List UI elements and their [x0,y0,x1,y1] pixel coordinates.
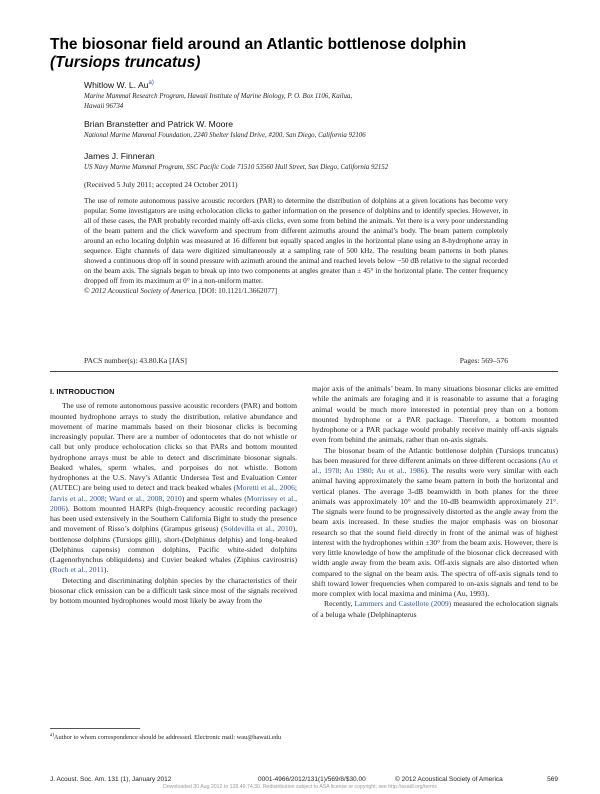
author-2: Brian Branstetter and Patrick W. Moore [84,119,234,129]
doi-link[interactable]: [DOI: 10.1121/1.3662077] [198,286,278,296]
journal-citation: J. Acoust. Soc. Am. 131 (1), January 2012 [50,776,172,783]
citation-link[interactable]: Moretti et al., 2006 [236,483,295,493]
citation-link[interactable]: Au et al., 1978 [312,455,558,475]
paper-title-species: (Tursiops truncatus) [50,54,201,71]
citation-link[interactable]: Au et al., 1986 [376,466,425,475]
citation-link[interactable]: Morrissey et al., 2006 [50,493,297,513]
paragraph: Detecting and discriminating dolphin species by the characteristics of their biosonar click emission can be a difficult task since most of the signals received by bottom mounted hydrophones would most likely be away from the [50,575,297,605]
citation-link[interactable]: Roch et al., 2011 [52,565,104,575]
citation-link[interactable]: Jarvis et al., 2008 [50,493,105,503]
footnote-divider [50,728,140,729]
paragraph: The biosonar beam of the Atlantic bottlenose dolphin (Tursiops truncatus) has been measured for three different animals on three different occasions (Au et al., 1978; Au 1980; Au et al., 1986). The results were very similar with each animal having approximately the same beam pattern in both the horizontal and vertical planes. The average 3-dB beamwidth in both planes for the three animals was approximately 10° and the 10-dB beamwidth approximately 21°. The signals were found to be progressively distorted as the angle away from the beam axis increased. In these studies the major emphasis was on biosonar research so that the sound field directly in front of the animal was of highest interest with the hydrophones within ±30° from the beam axis. However, there is very little knowledge of how the amplitude of the biosonar click decreased with width angle away from the beam axis. Off-axis signals are also distorted when compared to the signal on the beam axis. The spectra of off-axis signals tend to shift toward lower frequencies when compared to on-axis signals and tend to be more complex with local maxima and minima (Au, 1993). [312,445,559,598]
section-divider [50,371,558,372]
society-copyright: © 2012 Acoustical Society of America [395,776,503,783]
citation-link[interactable]: Lammers and Castellote (2009) [354,599,452,609]
paragraph: The use of remote autonomous passive acoustic recorders (PAR) and bottom mounted hydrophone arrays to study the distribution, relative abundance and movement of marine mammals based on their biosonar clicks is becoming increasingly popular. There are a number of odontocetes that do not whistle or call but only produce echolocation clicks so that PARs and bottom mounted hydrophone arrays must be able to detect and discriminate biosonar signals. Beaked whales, sperm whales, and porpoises do not whistle. Bottom hydrophones at the U.S. Navy’s Atlantic Undersea Test and Evaluation Center (AUTEC) are being used to detect and track beaked whales (Moretti et al., 2006; Jarvis et al., 2008; Ward et al., 2008, 2010) and sperm whales (Morrissey et al., 2006). Bottom mounted HARPs (high-frequency acoustic recording package) has been used extensively in the Southern California Bight to study the presence and movement of Risso’s dolphins (Grampus griseus) (Soldevilla et al., 2010), bottlenose dolphins (Tursiops gilli), short-(Delphinus delphis) and long-beaked (Delphinus capensis) common dolphins, Pacific white-sided dolphins (Lagenorhynchus obliquidens) and Cuvier beaked whales (Ziphius cavirostris) (Roch et al., 2011). [50,401,297,575]
download-notice: Downloaded 30 Aug 2012 to 128.49.74.30. Redistribution subject to ASA license or copyright; see http://asadl.org/terms [163,784,437,790]
citation-link[interactable]: 2010 [166,493,182,503]
received-dates: (Received 5 July 2011; accepted 24 October 2011) [84,180,238,189]
abstract [84,196,508,296]
page-range: Pages: 569–576 [459,356,508,365]
citation-link[interactable]: Ward et al., 2008 [109,493,163,503]
author-3: James J. Finneran [84,151,155,161]
paragraph: major axis of the animals’ beam. In many situations biosonar clicks are emitted while the animals are foraging and it is reasonable to assume that a foraging animal would be much more interested in potential prey than on a bottom mounted hydrophone or a PAR package. Therefore, a bottom mounted hydrophone or a PAR package would probably receive mainly off-axis signals even from behind the animals, rather than on-axis signals. [312,384,558,445]
abstract-copyright: © 2012 Acoustical Society of America. [84,286,198,296]
paper-title: The biosonar field around an Atlantic bottlenose dolphin (Tursiops truncatus) [50,36,467,71]
citation-link[interactable]: Au 1980 [344,466,372,475]
citation-link[interactable]: Soldevilla et al., 2010 [223,524,293,534]
body-column-left [50,387,297,606]
page-number: 569 [547,776,558,783]
affiliation-2: National Marine Mammal Foundation, 2240 Shelter Island Drive, #200, San Diego, California 92106 [84,132,366,139]
author-footnote-mark[interactable]: a) [148,80,154,87]
body-column-right [312,384,558,620]
pacs-numbers: PACS number(s): 43.80.Ka [JAS] [84,356,187,365]
paragraph: Recently, Lammers and Castellote (2009) measured the echolocation signals of a beluga whale (Delphinapterus [312,599,559,619]
footnote: $^{a)}$Author to whom correspondence should be addressed. Electronic mail: wau@hawaii.edu [50,733,282,742]
abstract-text: The use of remote autonomous passive acoustic recorders (PAR) to determine the distribution of dolphins at a given locations has become very popular. Some investigators are using echolocation clicks to gather information on the presence of dolphins and to identify species. However, in all of these cases, the PAR probably recorded mainly off-axis clicks, even some from behind the animals. Yet there is a very poor understanding of the beam pattern and the click waveform and spectrum from different azimuths around the animal’s body. The beam pattern completely around an echo locating dolphin was measured at 16 different but equally spaced angles in the horizontal plane using an 8-hydrophone array in sequence. Eight channels of data were digitized simultaneously at a sampling rate of 500 kHz. The resulting beam patterns in both planes showed a continuous drop off in sound pressure with azimuth around the animal and reached levels below −50 dB relative to the signal recorded on the beam axis. The signals began to break up into two components at angles greater than ± 45° in the horizontal plane. The center frequency dropped off from its maximum at 0° in a non-uniform matter. [84,196,508,286]
section-heading: I. INTRODUCTION [50,387,115,396]
affiliation-1: Marine Mammal Research Program, Hawaii Institute of Marine Biology, P. O. Box 1106, Kailua, Hawaii 96734 [84,93,353,110]
article-code: 0001-4966/2012/131(1)/569/8/$30.00 [258,776,366,783]
affiliation-3: US Navy Marine Mammal Program, SSC Pacific Code 71510 53560 Hull Street, San Diego, California 92152 [84,164,389,171]
author-1: Whitlow W. L. Au$^{a)}$ [84,80,154,90]
